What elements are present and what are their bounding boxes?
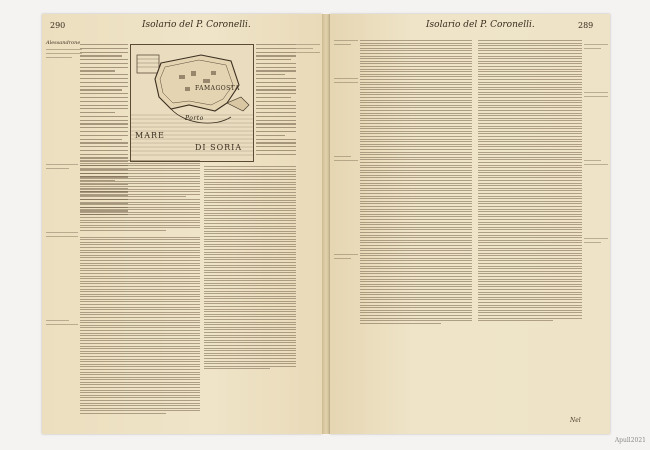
left-running-head: Isolario del P. Coronelli. (142, 20, 251, 30)
left-lower-right-column (204, 166, 296, 371)
right-right-column (478, 40, 582, 323)
famagosta-map (130, 44, 254, 162)
left-lower-margin-notes (46, 164, 78, 328)
left-upper-right-column (256, 44, 296, 157)
right-page-number: 289 (578, 21, 594, 30)
map-sea-left: MARE (135, 131, 165, 140)
map-city-label: FAMAGOSTA (195, 85, 240, 92)
dealer-stamp: Apull2021 (614, 437, 646, 444)
left-right-margin-notes (296, 44, 320, 56)
right-running-head: Isolario del P. Coronelli. (426, 20, 535, 30)
right-page (330, 14, 610, 434)
book-gutter (322, 14, 330, 434)
right-right-margin-notes (584, 44, 608, 246)
left-page (42, 14, 322, 434)
catchword: Nel (570, 417, 581, 424)
right-left-margin-notes (334, 40, 358, 262)
left-page-number: 290 (50, 21, 66, 30)
margin-note-top: Alessandrone (46, 40, 81, 46)
map-port-label: Porto (185, 115, 204, 122)
left-lower-left-column (80, 160, 200, 416)
left-margin-notes (46, 40, 82, 61)
right-left-column (360, 40, 472, 325)
map-sea-right: DI SORIA (195, 143, 243, 152)
